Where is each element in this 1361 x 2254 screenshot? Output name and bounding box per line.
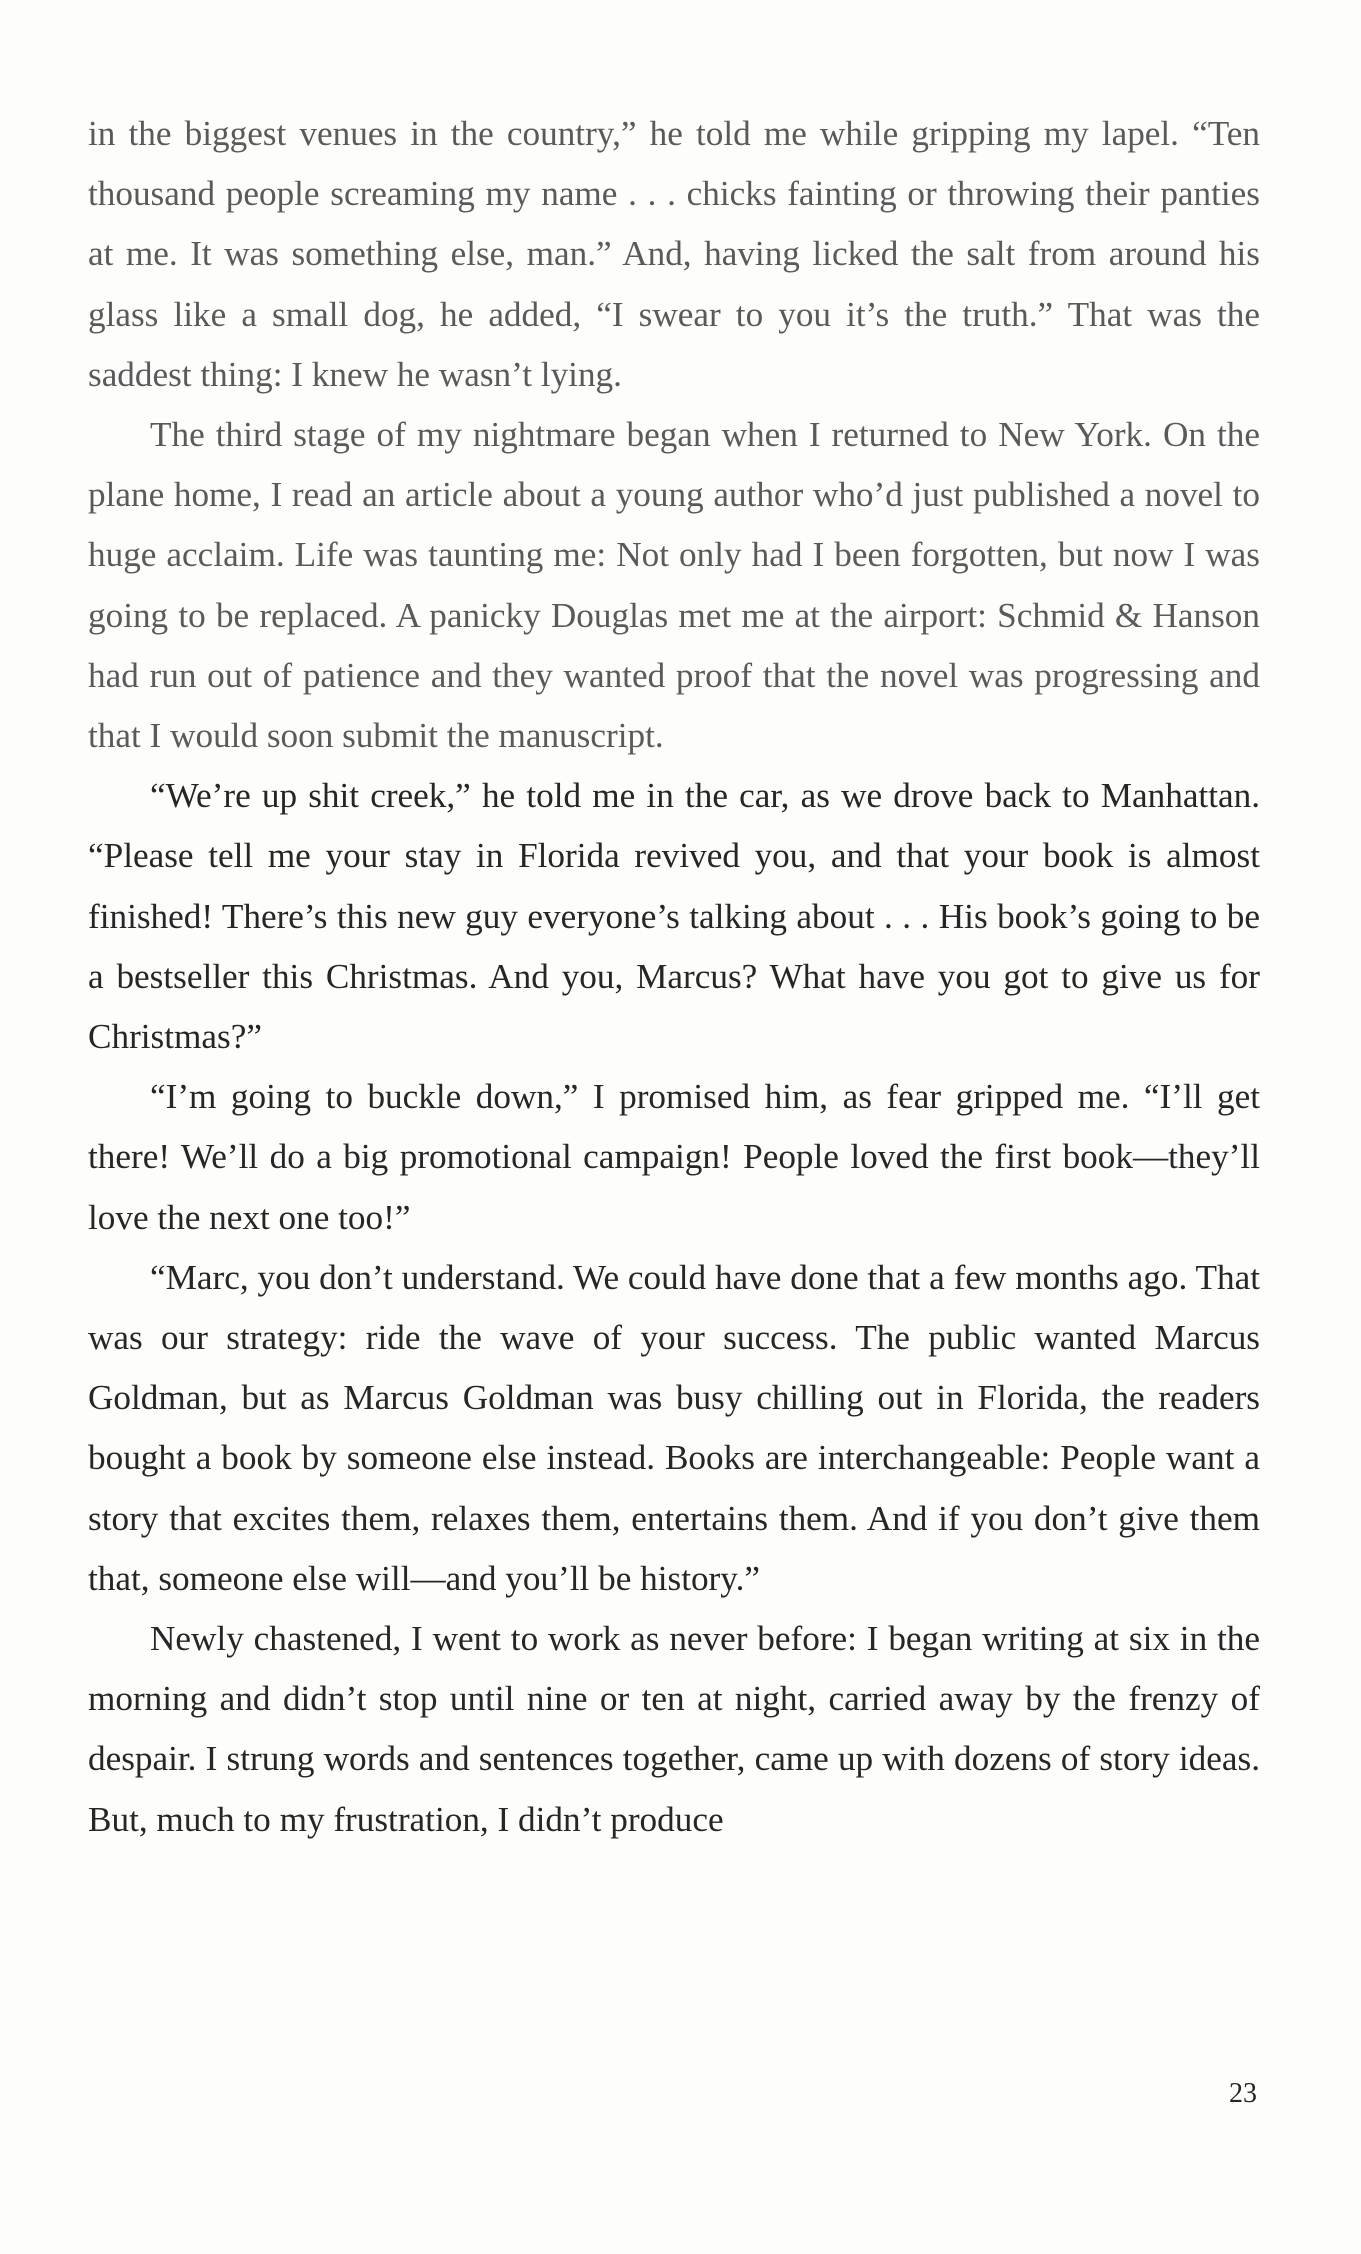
paragraph-continued: in the biggest venues in the country,” he told me while gripping my lapel. “Ten thousand people screaming my name . . . chicks fainting or throwing their panties at me. It was something else, man.” And, having licked the salt from around his glass like a small dog, he added, “I swear to you it’s the truth.” That was the saddest thing: I knew he wasn’t lying. [88,114,1260,394]
paragraph-marc-you-dont-understand: “Marc, you don’t understand. We could have done that a few months ago. That was our strategy: ride the wave of your success. The public wanted Marcus Goldman, but as Marcus Goldman was busy chilling out in Florida, the readers bought a book by someone else instead. Books are interchangeable: People want a story that excites them, relaxes them, entertains them. And if you don’t give them that, someone else will—and you’ll be history.” [88,1257,1260,1598]
page-number: 23 [1229,2078,1257,2109]
body-text [88,104,1260,1850]
paragraph-shit-creek: “We’re up shit creek,” he told me in the car, as we drove back to Manhattan. “Please tell me your stay in Florida revived you, and that your book is almost finished! There’s this new guy everyone’s talking about . . . His book’s going to be a bestseller this Christmas. And you, Marcus? What have you got to give us for Christmas?” [88,776,1260,1057]
paragraph-buckle-down: “I’m going to buckle down,” I promised him, as fear gripped me. “I’ll get there! We’ll do a big promotional campaign! People loved the first book—they’ll love the next one too!” [88,1077,1260,1237]
paragraph-newly-chastened: Newly chastened, I went to work as never before: I began writing at six in the morning and didn’t stop until nine or ten at night, carried away by the frenzy of despair. I strung words and sentences together, came up with dozens of story ideas. But, much to my frustration, I didn’t produce [88,1619,1260,1839]
paragraph-third-stage: The third stage of my nightmare began when I returned to New York. On the plane home, I read an article about a young author who’d just published a novel to huge acclaim. Life was taunting me: Not only had I been forgotten, but now I was going to be replaced. A panicky Douglas met me at the airport: Schmid & Hanson had run out of patience and they wanted proof that the novel was progressing and that I would soon submit the manuscript. [88,415,1260,756]
